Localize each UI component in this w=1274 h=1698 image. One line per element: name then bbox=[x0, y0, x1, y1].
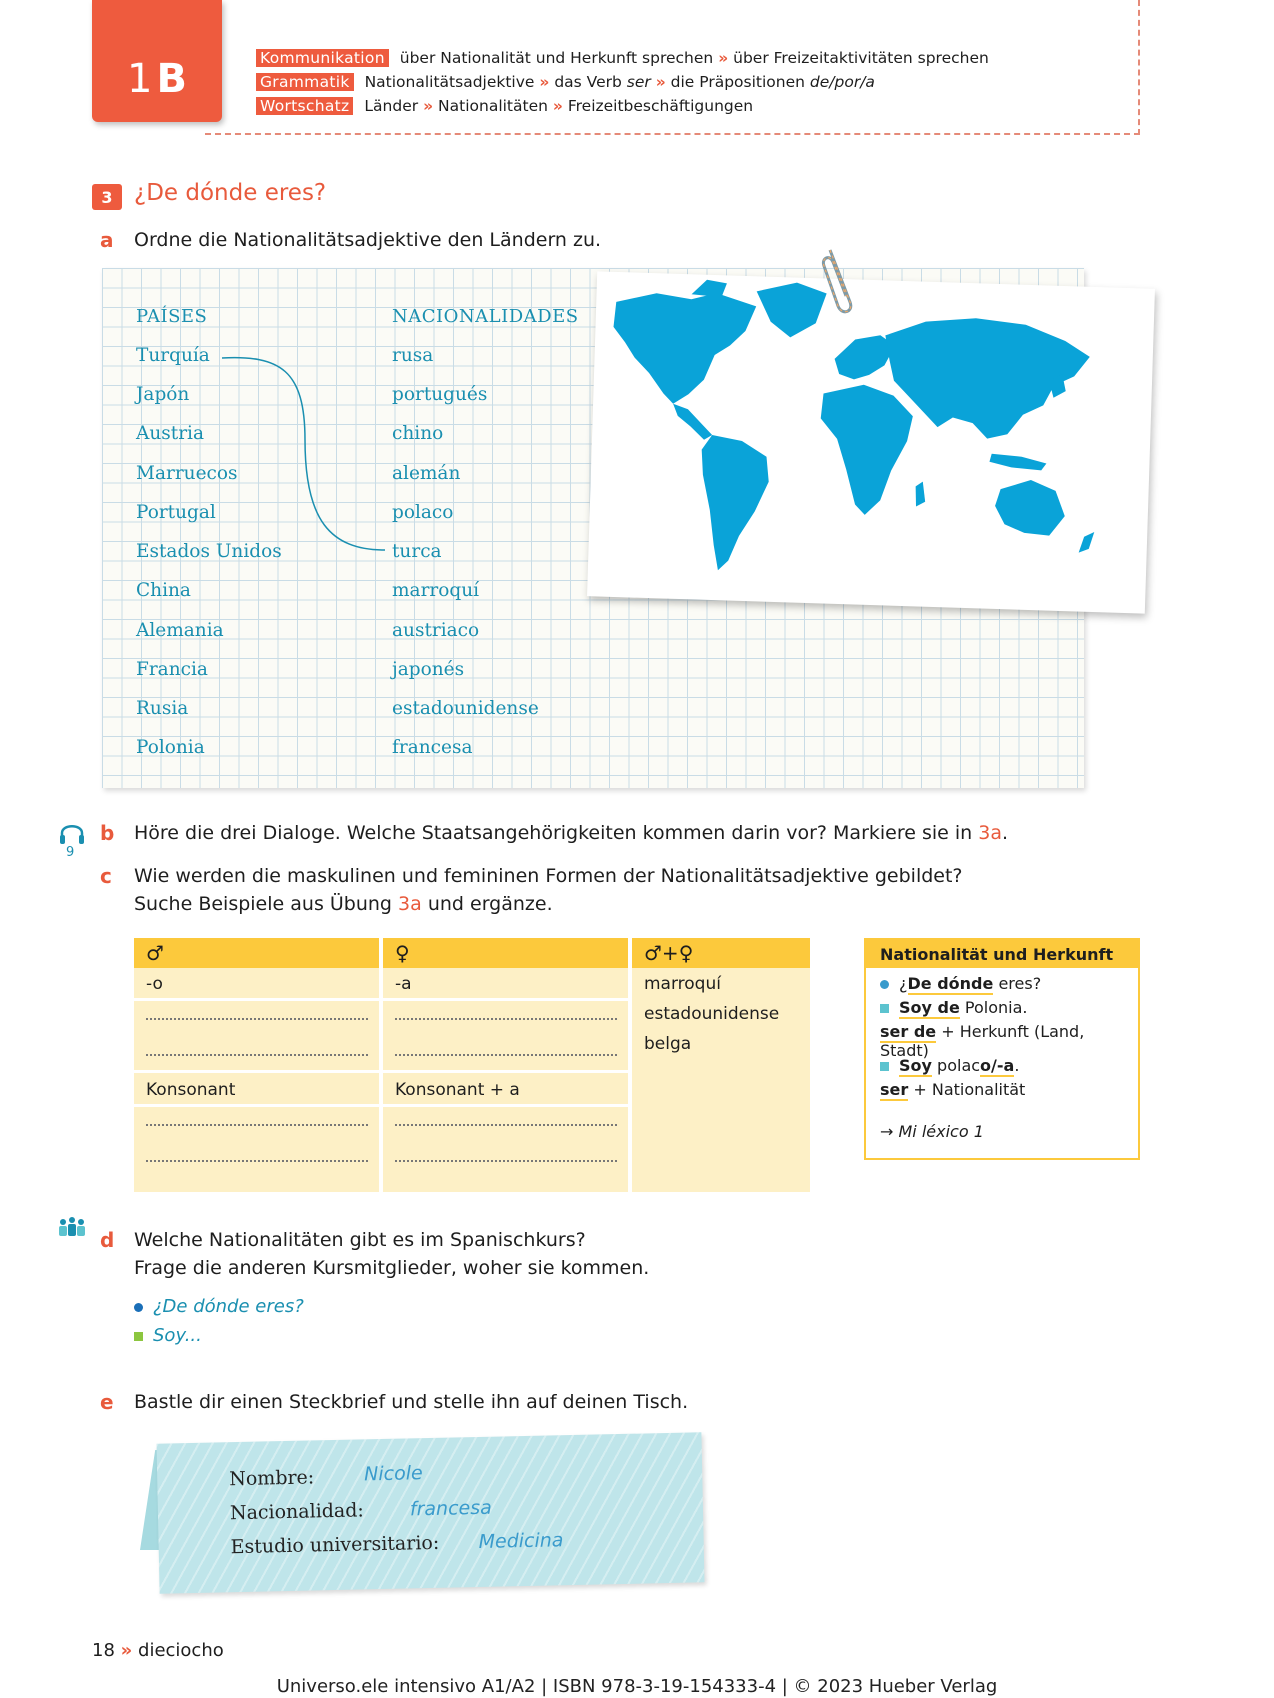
both-genders-header: ♂+♀ bbox=[632, 938, 810, 968]
nacionalidad-item[interactable]: austriaco bbox=[392, 620, 480, 641]
kommunikation-line bbox=[256, 46, 989, 70]
lexicon-reference: Mi léxico 1 bbox=[898, 1122, 984, 1141]
separator: » bbox=[120, 1640, 133, 1661]
pais-item[interactable]: Estados Unidos bbox=[136, 541, 282, 562]
wortschatz-item: Freizeitbeschäftigungen bbox=[567, 97, 754, 115]
page-number-digits: 18 bbox=[92, 1640, 115, 1661]
task-letter-e: e bbox=[100, 1390, 114, 1414]
dialogue-answer bbox=[134, 1325, 202, 1346]
task-b-reference: 3a bbox=[978, 822, 1002, 844]
info-text: Polonia. bbox=[964, 998, 1028, 1017]
nacionalidad-item[interactable]: portugués bbox=[392, 384, 488, 405]
page-number bbox=[92, 1640, 224, 1661]
page-number-word: dieciocho bbox=[138, 1640, 224, 1661]
info-keyword: o/-a bbox=[980, 1056, 1015, 1075]
kommunikation-item: über Freizeitaktivitäten sprechen bbox=[733, 49, 989, 67]
unit-tab bbox=[92, 0, 222, 122]
task-letter-b: b bbox=[100, 821, 115, 845]
wortschatz-item: Länder bbox=[364, 97, 419, 115]
wortschatz-line bbox=[256, 94, 989, 118]
task-c-text: Suche Beispiele aus Übung bbox=[134, 893, 392, 915]
row-divider bbox=[134, 1104, 379, 1107]
nacionalidad-item[interactable]: chino bbox=[392, 423, 444, 444]
paises-header: PAÍSES bbox=[136, 306, 208, 327]
nacionalidad-item[interactable]: rusa bbox=[392, 345, 434, 366]
feminine-cell: -a bbox=[395, 974, 412, 994]
nacionalidad-item[interactable]: estadounidense bbox=[392, 698, 539, 719]
task-c-line2 bbox=[134, 890, 963, 918]
info-line-nationality bbox=[880, 1056, 1019, 1075]
separator: » bbox=[718, 49, 729, 67]
adjective-forms-table bbox=[134, 938, 810, 1192]
separator: » bbox=[552, 97, 563, 115]
info-box-title: Nationalität und Herkunft bbox=[866, 940, 1138, 968]
card-estudio-value[interactable]: Medicina bbox=[478, 1529, 564, 1553]
pais-item[interactable]: Austria bbox=[136, 423, 204, 444]
task-a-instruction: Ordne die Nationalitätsadjektive den Ländern zu. bbox=[134, 229, 602, 251]
pais-item[interactable]: Rusia bbox=[136, 698, 189, 719]
feminine-header: ♀ bbox=[383, 938, 628, 968]
task-letter-d: d bbox=[100, 1228, 115, 1252]
task-letter-c: c bbox=[100, 864, 112, 888]
grammatik-item: die Präpositionen bbox=[670, 73, 805, 91]
nacionalidades-header: NACIONALIDADES bbox=[392, 306, 579, 327]
paperclip-icon bbox=[820, 244, 860, 316]
invariable-cell: belga bbox=[644, 1034, 692, 1054]
masculine-column bbox=[134, 938, 379, 1192]
dialogue-question bbox=[134, 1296, 304, 1317]
row-divider bbox=[383, 998, 628, 1001]
exercise-title: ¿De dónde eres? bbox=[134, 180, 327, 206]
info-keyword: ser bbox=[880, 1080, 909, 1099]
grammatik-item: das Verb bbox=[554, 73, 622, 91]
audio-track-number: 9 bbox=[66, 845, 75, 860]
kommunikation-item: über Nationalität und Herkunft sprechen bbox=[399, 49, 714, 67]
info-text: eres? bbox=[998, 974, 1042, 993]
exercise-number: 3 bbox=[92, 184, 122, 210]
masculine-cell: Konsonant bbox=[146, 1080, 236, 1100]
nacionalidad-item[interactable]: marroquí bbox=[392, 580, 480, 601]
group-work-icon bbox=[56, 1216, 88, 1240]
fill-in-line[interactable] bbox=[395, 1018, 617, 1020]
feminine-column bbox=[383, 938, 628, 1192]
invariable-cell: estadounidense bbox=[644, 1004, 780, 1024]
fill-in-line[interactable] bbox=[395, 1160, 617, 1162]
wortschatz-item: Nationalitäten bbox=[438, 97, 548, 115]
pais-item[interactable]: Alemania bbox=[136, 620, 224, 641]
both-genders-column bbox=[632, 938, 810, 1192]
fill-in-line[interactable] bbox=[146, 1160, 368, 1162]
task-c-line1: Wie werden die maskulinen und femininen Formen der Nationalitätsadjektive gebildet? bbox=[134, 865, 963, 887]
task-b-instruction bbox=[134, 819, 1008, 847]
info-text: . bbox=[1014, 1056, 1020, 1075]
bullet-square-icon bbox=[880, 1004, 889, 1013]
info-text: + Nationalität bbox=[913, 1080, 1026, 1099]
pais-item[interactable]: Portugal bbox=[136, 502, 216, 523]
row-divider bbox=[134, 1070, 379, 1073]
grammatik-tag: Grammatik bbox=[256, 73, 354, 91]
grammatik-line bbox=[256, 70, 989, 94]
pais-item[interactable]: Marruecos bbox=[136, 463, 238, 484]
grammatik-item-italic: ser bbox=[626, 73, 651, 91]
info-line-answer bbox=[880, 998, 1028, 1017]
pais-item[interactable]: Japón bbox=[136, 384, 190, 405]
name-card bbox=[156, 1432, 704, 1593]
world-map bbox=[587, 271, 1155, 613]
separator: » bbox=[423, 97, 434, 115]
masculine-cell: -o bbox=[146, 974, 163, 994]
headphones-icon bbox=[58, 820, 86, 846]
pais-item[interactable]: Francia bbox=[136, 659, 208, 680]
wortschatz-tag: Wortschatz bbox=[256, 97, 353, 115]
row-divider bbox=[383, 1104, 628, 1107]
info-line-rule-nationality bbox=[880, 1080, 1025, 1099]
dialogue-answer-text: Soy... bbox=[153, 1325, 202, 1346]
row-divider bbox=[383, 1070, 628, 1073]
info-line-lexicon-link[interactable] bbox=[880, 1122, 984, 1141]
example-connector-line bbox=[220, 350, 390, 560]
fill-in-line[interactable] bbox=[146, 1018, 368, 1020]
world-map-card bbox=[587, 271, 1155, 613]
card-estudio-label: Estudio universitario: bbox=[230, 1531, 440, 1559]
invariable-cell: marroquí bbox=[644, 974, 721, 994]
task-letter-a: a bbox=[100, 228, 114, 252]
info-keyword: Soy bbox=[899, 1056, 932, 1075]
unit-letter: B bbox=[156, 56, 187, 102]
publisher-footer: Universo.ele intensivo A1/A2 | ISBN 978-3-19-154333-4 | © 2023 Hueber Verlag bbox=[276, 1676, 998, 1697]
task-c-reference: 3a bbox=[398, 893, 422, 915]
card-nombre-label: Nombre: bbox=[229, 1466, 315, 1491]
row-divider bbox=[134, 998, 379, 1001]
nacionalidad-item[interactable]: francesa bbox=[392, 737, 473, 758]
card-nacionalidad-label: Nacionalidad: bbox=[229, 1499, 365, 1525]
separator: » bbox=[655, 73, 666, 91]
bullet-dot-icon bbox=[134, 1303, 143, 1312]
nacionalidad-item[interactable]: alemán bbox=[392, 463, 461, 484]
grammatik-item: Nationalitätsadjektive bbox=[364, 73, 535, 91]
info-text: + Herkunft (Land, Stadt) bbox=[880, 1022, 1085, 1060]
info-text: polac bbox=[937, 1056, 981, 1075]
task-d-line1: Welche Nationalitäten gibt es im Spanischkurs? bbox=[134, 1229, 586, 1251]
fill-in-line[interactable] bbox=[395, 1124, 617, 1126]
task-b-text: Höre die drei Dialoge. Welche Staatsangehörigkeiten kommen darin vor? Markiere sie in bbox=[134, 822, 973, 844]
info-text: ¿ bbox=[899, 974, 908, 993]
separator: » bbox=[539, 73, 550, 91]
info-keyword: ser de bbox=[880, 1022, 937, 1041]
info-keyword: De dónde bbox=[907, 974, 994, 993]
grammatik-item-italic: de/por/a bbox=[809, 73, 875, 91]
nacionalidad-item[interactable]: japonés bbox=[392, 659, 465, 680]
info-keyword: Soy de bbox=[899, 998, 960, 1017]
fill-in-line[interactable] bbox=[146, 1054, 368, 1056]
pais-item[interactable]: Polonia bbox=[136, 737, 205, 758]
fill-in-line[interactable] bbox=[395, 1054, 617, 1056]
grammar-info-box bbox=[864, 938, 1140, 1160]
arrow-right-icon: → bbox=[880, 1122, 894, 1141]
nacionalidad-item[interactable]: turca bbox=[392, 541, 442, 562]
bullet-square-icon bbox=[134, 1332, 143, 1341]
feminine-cell: Konsonant + a bbox=[395, 1080, 520, 1100]
dialogue-question-text: ¿De dónde eres? bbox=[153, 1296, 304, 1317]
info-line-rule-origin bbox=[880, 1022, 1138, 1060]
nacionalidad-item[interactable]: polaco bbox=[392, 502, 454, 523]
unit-overview bbox=[256, 46, 989, 118]
task-e-instruction: Bastle dir einen Steckbrief und stelle ihn auf deinen Tisch. bbox=[134, 1391, 689, 1413]
bullet-dot-icon bbox=[880, 980, 889, 989]
card-nombre-value[interactable]: Nicole bbox=[363, 1462, 423, 1486]
unit-number: 1 bbox=[127, 56, 153, 102]
bullet-square-icon bbox=[880, 1062, 889, 1071]
masculine-header: ♂ bbox=[134, 938, 379, 968]
info-line-question bbox=[880, 974, 1041, 993]
task-d-instruction bbox=[134, 1226, 649, 1282]
card-nacionalidad-value[interactable]: francesa bbox=[409, 1496, 493, 1521]
task-c-instruction bbox=[134, 862, 963, 918]
kommunikation-tag: Kommunikation bbox=[256, 49, 389, 67]
task-d-line2: Frage die anderen Kursmitglieder, woher sie kommen. bbox=[134, 1257, 650, 1279]
pais-item[interactable]: Turquía bbox=[136, 345, 210, 366]
fill-in-line[interactable] bbox=[146, 1124, 368, 1126]
pais-item[interactable]: China bbox=[136, 580, 191, 601]
task-c-text: und ergänze. bbox=[427, 893, 553, 915]
task-b-end: . bbox=[1002, 822, 1009, 844]
